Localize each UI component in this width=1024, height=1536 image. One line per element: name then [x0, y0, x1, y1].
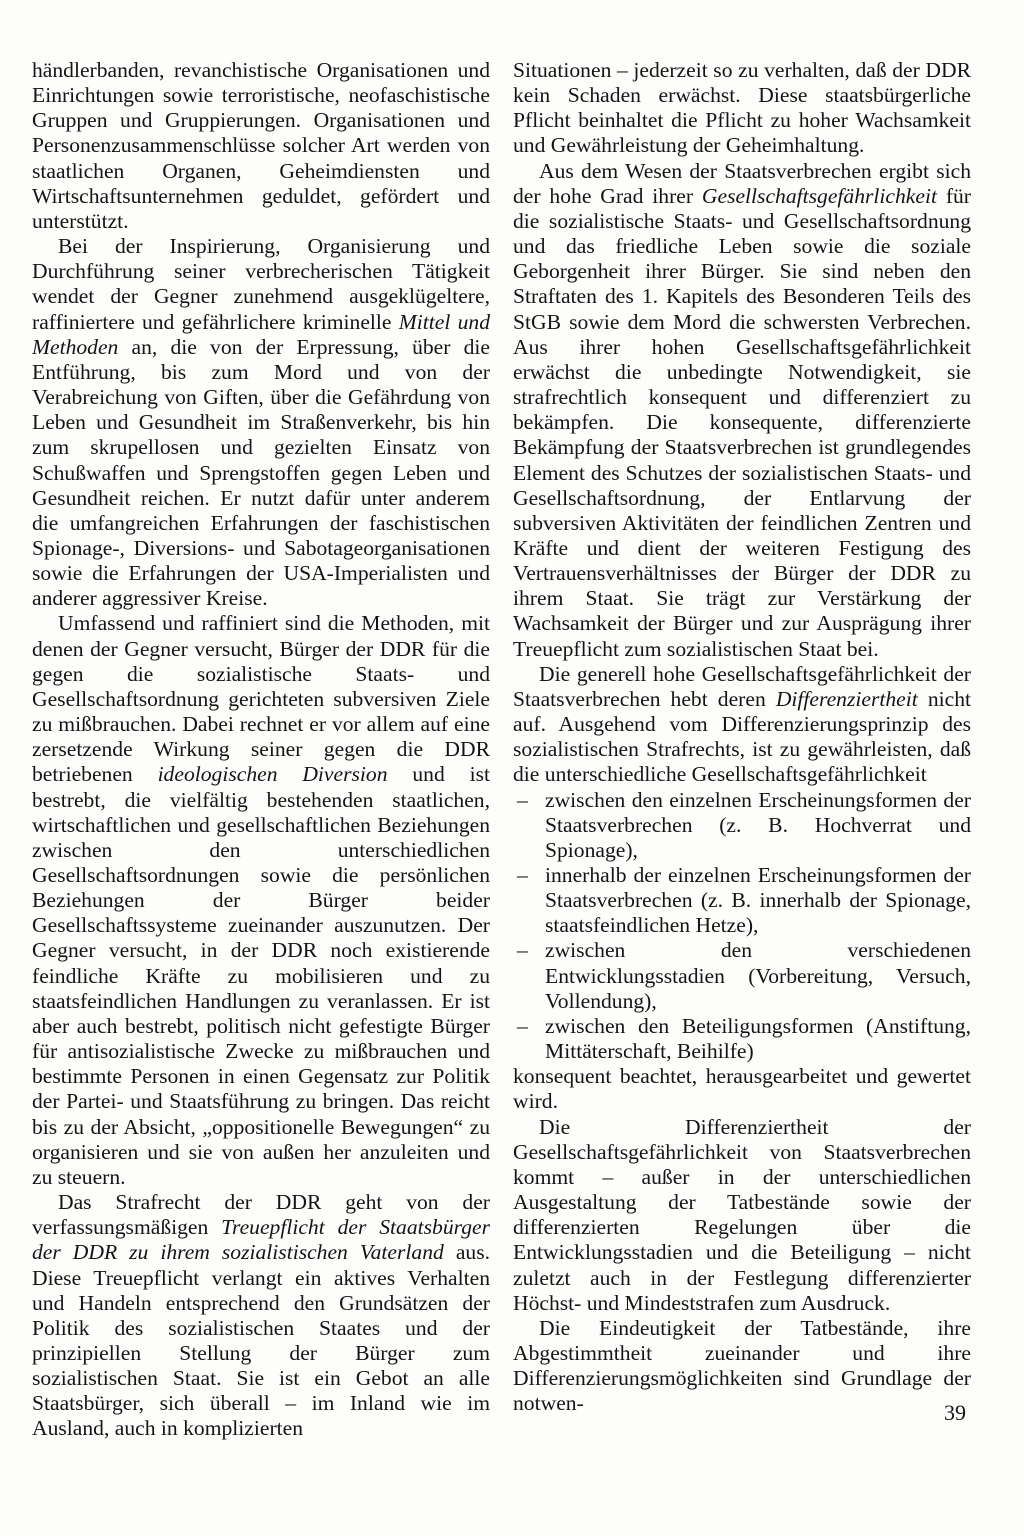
emphasis-text: Differenziertheit: [775, 686, 918, 711]
paragraph-text: aus. Diese Treuepflicht verlangt ein aktives Verhalten und Handeln entsprechend den Grundsätzen der Politik des sozialistischen Staates und der prinzipiellen Stellung der Bürger zum sozialistischen Staat. Sie ist ein Gebot an alle Staatsbürger, sich überall – im Inland wie im Ausland, auch in komplizierten: [32, 1240, 490, 1441]
paragraph: [513, 1115, 971, 1316]
paragraph-text: Die Eindeutigkeit der Tatbestände, ihre Abgestimmtheit zueinander und ihre Differenzierungsmöglichkeiten sind Grundlage der notwen-: [513, 1315, 971, 1416]
paragraph-text: Bei der Inspirierung, Organisierung und Durchführung seiner verbrecherischen Tätigkeit wendet der Gegner zunehmend ausgeklügeltere, raffiniertere und gefährlichere kriminelle: [32, 234, 490, 334]
right-column: [513, 58, 971, 1416]
paragraph-text: Umfassend und raffiniert sind die Methoden, mit denen der Gegner versucht, Bürger der DDR für die gegen die sozialistische Staats- und Gesellschaftsordnung gerichteten subversiven Ziele zu mißbrauchen. Dabei rechnet er vor allem auf eine zersetzende Wirkung seiner gegen die DDR betriebenen: [32, 611, 490, 787]
emphasis-text: ideologischen Diversion: [157, 762, 388, 787]
paragraph-text: für die sozialistische Staats- und Gesellschaftsordnung und das friedliche Leben sowie die soziale Geborgenheit ihrer Bürger. Sie sind neben den Straftaten des 1. Kapitels des Besonderen Teils des StGB sowie dem Mord die schwersten Verbrechen. Aus ihrer hohen Gesellschaftsgefährlichkeit erwächst die unbedingte Notwendigkeit, sie strafrechtlich konsequent und differenziert zu bekämpfen. Die konsequente, differenzierte Bekämpfung der Staatsverbrechen ist grundlegendes Element des Schutzes der sozialistischen Staats- und Gesellschaftsordnung, der Entlarvung der subversiven Aktivitäten der feindlichen Zentren und Kräfte und dient der weiteren Festigung des Vertrauensverhältnisses der Bürger der DDR zu ihrem Staat. Sie trägt zur Verstärkung der Wachsamkeit der Bürger und zur Ausprägung ihrer Treuepflicht zum sozialistischen Staat bei.: [513, 183, 971, 661]
paragraph: [513, 1064, 971, 1114]
left-column: [32, 58, 490, 1442]
list-item: – innerhalb der einzelnen Erscheinungsformen der Staatsverbrechen (z. B. innerhalb der Spionage, staatsfeindlichen Hetze),: [513, 863, 971, 938]
paragraph-text: Situationen – jederzeit so zu verhalten, daß der DDR kein Schaden erwächst. Diese staatsbürgerliche Pflicht beinhaltet die Pflicht zu hoher Wachsamkeit und Gewährleistung der Geheimhaltung.: [513, 58, 971, 158]
paragraph-text: Die generell hohe Gesellschaftsgefährlichkeit der Staatsverbrechen hebt deren: [513, 661, 971, 711]
paragraph: [513, 159, 971, 662]
paragraph-text: Das Strafrecht der DDR geht von der verfassungsmäßigen: [32, 1190, 490, 1240]
list-item: – zwischen den einzelnen Erscheinungsformen der Staatsverbrechen (z. B. Hochverrat und Spionage),: [513, 788, 971, 863]
list-item: – zwischen den Beteiligungsformen (Anstiftung, Mittäterschaft, Beihilfe): [513, 1014, 971, 1064]
dash-list: [513, 788, 971, 1065]
emphasis-text: Gesellschaftsgefährlichkeit: [701, 183, 937, 208]
list-item: – zwischen den verschiedenen Entwicklungsstadien (Vorbereitung, Versuch, Vollendung),: [513, 938, 971, 1013]
paragraph-text: nicht auf. Ausgehend vom Differenzierungsprinzip des sozialistischen Strafrechts, ist zu gewährleisten, daß die unterschiedliche Gesellschaftsgefährlichkeit: [513, 686, 971, 787]
paragraph-text: an, die von der Erpressung, über die Entführung, bis zum Mord und von der Verabreichung von Giften, über die Gefährdung von Leben und Gesundheit im Straßenverkehr, bis hin zum skrupellosen und gezielten Einsatz von Schußwaffen und Sprengstoffen gegen Leben und Gesundheit reichen. Er nutzt dafür unter anderem die umfangreichen Erfahrungen der faschistischen Spionage-, Diversions- und Sabotageorganisationen sowie die Erfahrungen der USA-Imperialisten und anderer aggressiver Kreise.: [32, 334, 490, 611]
paragraph: [513, 662, 971, 788]
paragraph: [513, 1316, 971, 1417]
paragraph: [32, 234, 490, 611]
paragraph-text: und ist bestrebt, die vielfältig bestehenden staatlichen, wirtschaftlichen und gesellschaftlichen Beziehungen zwischen den unterschiedlichen Gesellschaftsordnungen sowie die persönlichen Beziehungen der Bürger beider Gesellschaftssysteme zueinander auszunutzen. Der Gegner versucht, in der DDR noch existierende feindliche Kräfte zu mobilisieren und zu staatsfeindlichen Handlungen zu veranlassen. Er ist aber auch bestrebt, politisch nicht gefestigte Bürger für antisozialistische Zwecke zu mißbrauchen und bestimmte Personen in einen Gegensatz zur Politik der Partei- und Staatsführung zu bringen. Das reicht bis zu der Absicht, „oppositionelle Bewegungen“ zu organisieren und sie von außen her anzuleiten und zu steuern.: [32, 762, 490, 1189]
paragraph-text: konsequent beachtet, herausgearbeitet und gewertet wird.: [513, 1064, 971, 1114]
paragraph-text: Aus dem Wesen der Staatsverbrechen ergibt sich der hohe Grad ihrer: [513, 158, 971, 208]
emphasis-text: Treuepflicht der Staatsbürger der DDR zu ihrem sozialistischen Vaterland: [32, 1215, 491, 1265]
paragraph-text: Die Differenziertheit der Gesellschaftsgefährlichkeit von Staatsverbrechen kommt – außer in der unterschiedlichen Ausgestaltung der Tatbestände sowie der differenzierten Regelungen über die Entwicklungsstadien und die Beteiligung – nicht zuletzt auch in der Festlegung differenzierter Höchst- und Mindeststrafen zum Ausdruck.: [513, 1114, 971, 1315]
paragraph: [32, 1190, 490, 1442]
emphasis-text: Mittel und Methoden: [32, 309, 491, 359]
page-number: 39: [944, 1400, 966, 1425]
paragraph: [32, 611, 490, 1190]
paragraph: [513, 58, 971, 159]
paragraph: [32, 58, 490, 234]
paragraph-text: händlerbanden, revanchistische Organisationen und Einrichtungen sowie terroristische, neofaschistische Gruppen und Gruppierungen. Organisationen und Personenzusammenschlüsse solcher Art werden von staatlichen Organen, Geheimdiensten und Wirtschaftsunternehmen geduldet, gefördert und unterstützt.: [32, 58, 490, 233]
